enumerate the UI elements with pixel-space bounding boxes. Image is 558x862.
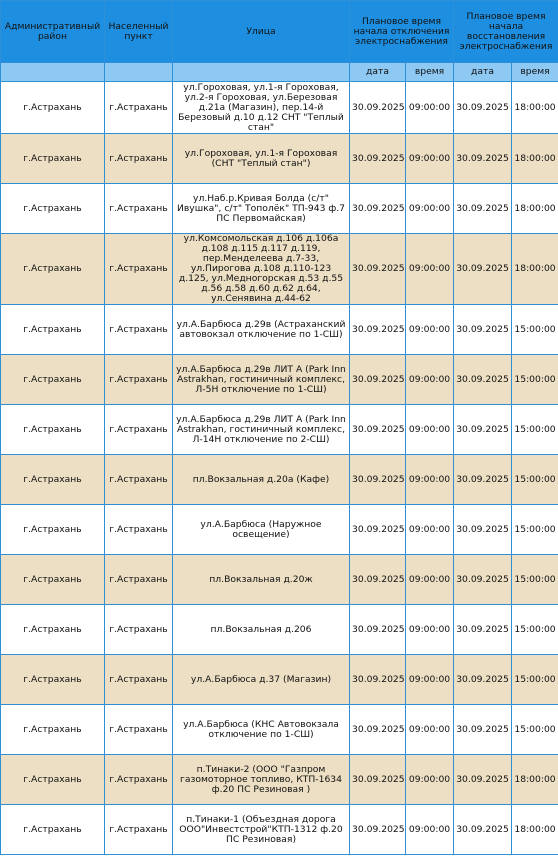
subheader-blank-district xyxy=(1,63,105,82)
off-date-cell: 30.09.2025 xyxy=(350,505,406,555)
subheader-off-date: дата xyxy=(350,63,406,82)
off-date-cell: 30.09.2025 xyxy=(350,705,406,755)
on-date-cell: 30.09.2025 xyxy=(454,455,512,505)
on-date-cell: 30.09.2025 xyxy=(454,705,512,755)
off-time-cell: 09:00:00 xyxy=(406,455,454,505)
locality-cell: г.Астрахань xyxy=(105,655,173,705)
table-row xyxy=(1,705,558,755)
on-date-cell: 30.09.2025 xyxy=(454,234,512,305)
off-time-cell: 09:00:00 xyxy=(406,134,454,184)
table-row xyxy=(1,805,558,855)
street-cell: п.Тинаки-2 (ООО "Газпром газомоторное топливо, КТП-1634 ф.20 ПС Резиновая ) xyxy=(173,755,350,805)
off-date-cell: 30.09.2025 xyxy=(350,82,406,134)
street-cell: пл.Вокзальная д.206 xyxy=(173,605,350,655)
district-cell: г.Астрахань xyxy=(1,184,105,234)
off-date-cell: 30.09.2025 xyxy=(350,805,406,855)
locality-cell: г.Астрахань xyxy=(105,234,173,305)
off-time-cell: 09:00:00 xyxy=(406,305,454,355)
on-time-cell: 18:00:00 xyxy=(512,234,558,305)
off-date-cell: 30.09.2025 xyxy=(350,234,406,305)
district-cell: г.Астрахань xyxy=(1,234,105,305)
street-cell: ул.Комсомольская д.106 д.106а д.108 д.115 д.117 д.119, пер.Менделеева д.7-33, ул.Пирогова д.108 д.110-123 д.125, ул.Медногорская д.53 д.55 д.56 д.58 д.60 д.62 д.64, ул.Сенявина д.44-62 xyxy=(173,234,350,305)
header-planned-on: Плановое время начала восстановления электроснабжения xyxy=(454,1,558,63)
locality-cell: г.Астрахань xyxy=(105,555,173,605)
off-date-cell: 30.09.2025 xyxy=(350,405,406,455)
street-cell: ул.А.Барбюса (КНС Автовокзала отключение по 1-СШ) xyxy=(173,705,350,755)
off-time-cell: 09:00:00 xyxy=(406,355,454,405)
locality-cell: г.Астрахань xyxy=(105,805,173,855)
on-time-cell: 15:00:00 xyxy=(512,705,558,755)
off-date-cell: 30.09.2025 xyxy=(350,355,406,405)
street-cell: ул.Наб.р.Кривая Болда (с/т" Ивушка", с/т" Тополёк" ТП-943 ф.7 ПС Первомайская) xyxy=(173,184,350,234)
locality-cell: г.Астрахань xyxy=(105,505,173,555)
table-row xyxy=(1,605,558,655)
on-date-cell: 30.09.2025 xyxy=(454,655,512,705)
off-time-cell: 09:00:00 xyxy=(406,605,454,655)
off-date-cell: 30.09.2025 xyxy=(350,605,406,655)
on-date-cell: 30.09.2025 xyxy=(454,184,512,234)
district-cell: г.Астрахань xyxy=(1,555,105,605)
off-time-cell: 09:00:00 xyxy=(406,234,454,305)
district-cell: г.Астрахань xyxy=(1,305,105,355)
header-locality: Населенный пункт xyxy=(105,1,173,63)
on-time-cell: 18:00:00 xyxy=(512,805,558,855)
table-row xyxy=(1,555,558,605)
on-time-cell: 15:00:00 xyxy=(512,605,558,655)
off-date-cell: 30.09.2025 xyxy=(350,555,406,605)
table-body xyxy=(1,82,558,855)
district-cell: г.Астрахань xyxy=(1,805,105,855)
table-row xyxy=(1,755,558,805)
off-time-cell: 09:00:00 xyxy=(406,82,454,134)
street-cell: ул.А.Барбюса д.37 (Магазин) xyxy=(173,655,350,705)
street-cell: пл.Вокзальная д.20а (Кафе) xyxy=(173,455,350,505)
on-time-cell: 15:00:00 xyxy=(512,355,558,405)
subheader-on-time: время xyxy=(512,63,558,82)
on-time-cell: 15:00:00 xyxy=(512,305,558,355)
off-time-cell: 09:00:00 xyxy=(406,405,454,455)
on-date-cell: 30.09.2025 xyxy=(454,505,512,555)
header-district: Административный район xyxy=(1,1,105,63)
district-cell: г.Астрахань xyxy=(1,82,105,134)
off-time-cell: 09:00:00 xyxy=(406,505,454,555)
street-cell: пл.Вокзальная д.20ж xyxy=(173,555,350,605)
district-cell: г.Астрахань xyxy=(1,134,105,184)
on-time-cell: 18:00:00 xyxy=(512,184,558,234)
on-date-cell: 30.09.2025 xyxy=(454,134,512,184)
table-row xyxy=(1,82,558,134)
off-time-cell: 09:00:00 xyxy=(406,555,454,605)
locality-cell: г.Астрахань xyxy=(105,755,173,805)
table-row xyxy=(1,505,558,555)
on-date-cell: 30.09.2025 xyxy=(454,805,512,855)
off-date-cell: 30.09.2025 xyxy=(350,134,406,184)
street-cell: ул.А.Барбюса д.29в ЛИТ А (Park Inn Astrakhan, гостиничный комплекс, Л-5Н отключение по 1-СШ) xyxy=(173,355,350,405)
district-cell: г.Астрахань xyxy=(1,405,105,455)
subheader-blank-street xyxy=(173,63,350,82)
subheader-off-time: время xyxy=(406,63,454,82)
off-time-cell: 09:00:00 xyxy=(406,805,454,855)
header-street: Улица xyxy=(173,1,350,63)
street-cell: ул.А.Барбюса д.29в ЛИТ А (Park Inn Astrakhan, гостиничный комплекс, Л-14Н отключение по 2-СШ) xyxy=(173,405,350,455)
street-cell: п.Тинаки-1 (Объездная дорога ООО"Инвестстрой"КТП-1312 ф.20 ПС Резиновая) xyxy=(173,805,350,855)
on-date-cell: 30.09.2025 xyxy=(454,405,512,455)
table-row xyxy=(1,455,558,505)
on-date-cell: 30.09.2025 xyxy=(454,355,512,405)
on-time-cell: 15:00:00 xyxy=(512,655,558,705)
locality-cell: г.Астрахань xyxy=(105,455,173,505)
on-time-cell: 15:00:00 xyxy=(512,405,558,455)
on-time-cell: 18:00:00 xyxy=(512,755,558,805)
locality-cell: г.Астрахань xyxy=(105,82,173,134)
locality-cell: г.Астрахань xyxy=(105,405,173,455)
table-row xyxy=(1,305,558,355)
street-cell: ул.А.Барбюса д.29в (Астраханский автовокзал отключение по 1-СШ) xyxy=(173,305,350,355)
on-date-cell: 30.09.2025 xyxy=(454,82,512,134)
locality-cell: г.Астрахань xyxy=(105,184,173,234)
off-time-cell: 09:00:00 xyxy=(406,184,454,234)
off-date-cell: 30.09.2025 xyxy=(350,755,406,805)
district-cell: г.Астрахань xyxy=(1,705,105,755)
district-cell: г.Астрахань xyxy=(1,455,105,505)
on-date-cell: 30.09.2025 xyxy=(454,555,512,605)
off-time-cell: 09:00:00 xyxy=(406,755,454,805)
subheader-on-date: дата xyxy=(454,63,512,82)
table-row xyxy=(1,184,558,234)
district-cell: г.Астрахань xyxy=(1,355,105,405)
on-time-cell: 15:00:00 xyxy=(512,555,558,605)
on-time-cell: 18:00:00 xyxy=(512,134,558,184)
header-planned-off: Плановое время начала отключения электроснабжения xyxy=(350,1,454,63)
table-row xyxy=(1,405,558,455)
table-row xyxy=(1,234,558,305)
locality-cell: г.Астрахань xyxy=(105,705,173,755)
table-row xyxy=(1,134,558,184)
on-date-cell: 30.09.2025 xyxy=(454,305,512,355)
district-cell: г.Астрахань xyxy=(1,755,105,805)
locality-cell: г.Астрахань xyxy=(105,355,173,405)
on-time-cell: 15:00:00 xyxy=(512,455,558,505)
street-cell: ул.А.Барбюса (Наружное освещение) xyxy=(173,505,350,555)
off-date-cell: 30.09.2025 xyxy=(350,655,406,705)
locality-cell: г.Астрахань xyxy=(105,605,173,655)
street-cell: ул.Гороховая, ул.1-я Гороховая (СНТ "Теплый стан") xyxy=(173,134,350,184)
off-date-cell: 30.09.2025 xyxy=(350,455,406,505)
subheader-blank-locality xyxy=(105,63,173,82)
district-cell: г.Астрахань xyxy=(1,655,105,705)
table-row xyxy=(1,355,558,405)
on-time-cell: 18:00:00 xyxy=(512,82,558,134)
district-cell: г.Астрахань xyxy=(1,605,105,655)
district-cell: г.Астрахань xyxy=(1,505,105,555)
off-time-cell: 09:00:00 xyxy=(406,705,454,755)
on-date-cell: 30.09.2025 xyxy=(454,605,512,655)
on-date-cell: 30.09.2025 xyxy=(454,755,512,805)
off-date-cell: 30.09.2025 xyxy=(350,184,406,234)
off-time-cell: 09:00:00 xyxy=(406,655,454,705)
street-cell: ул.Гороховая, ул.1-я Гороховая, ул.2-я Гороховая, ул.Березовая д.21а (Магазин), пер.14-й Березовый д.10 д.12 СНТ "Теплый стан" xyxy=(173,82,350,134)
locality-cell: г.Астрахань xyxy=(105,305,173,355)
off-date-cell: 30.09.2025 xyxy=(350,305,406,355)
table-row xyxy=(1,655,558,705)
locality-cell: г.Астрахань xyxy=(105,134,173,184)
on-time-cell: 15:00:00 xyxy=(512,505,558,555)
